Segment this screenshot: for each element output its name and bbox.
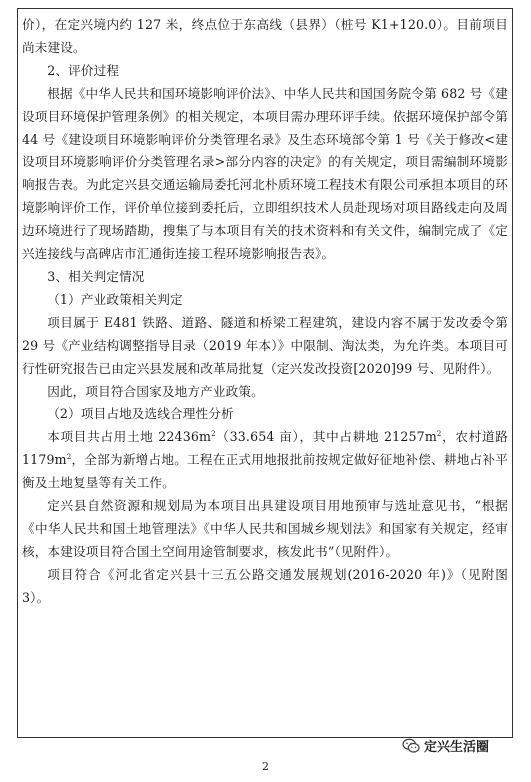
watermark-text: 定兴生活圈 — [424, 740, 490, 755]
superscript: 2 — [66, 453, 72, 462]
paragraph: 定兴县自然资源和规划局为本项目出具建设项目用地预审与选址意见书，“根据《中华人民共和国土地管理法》《中华人民共和国城乡规划法》和国家有关规定，经审核，本建设项目符合国土空间用途管制要求，核发此书”（见附件）。 — [22, 498, 508, 559]
text-run: ，农村道路 1179m — [22, 429, 508, 468]
paragraph: 根据《中华人民共和国环境影响评价法》、中华人民共和国国务院令第 682 号《建设项目环境保护管理条例》的相关规定，本项目需办理环评手续。依据环境保护部令第 44 号《建设项目环境影响评价分类管理名录》及生态环境部令第 1 号《关于修改<建设项目环境影响评价分类管理名录>部分内容的决定》的有关规定，项目需编制环境影响报告表。为此定兴县交通运输局委托河北朴质环境工程技术有限公司承担本项目的环境影响评价工作，评价单位接到委托后，立即组织技术人员赴现场对项目路线走向及周边环境进行了现场踏勘，搜集了与本项目有关的技术资料和有关文件，编制完成了《定兴连接线与高碑店市汇通街连接工程环境影响报告表》。 — [22, 85, 508, 262]
paragraph: 项目属于 E481 铁路、道路、隧道和桥梁工程建筑，建设内容不属于发改委令第 29 号《产业结构调整指导目录（2019 年本）》中限制、淘汰类，为允许类。本项目可行性研究报告已由定兴县发展和改革局批复（定兴发改投资[2020]99 号、见附件）。 — [22, 314, 508, 376]
document-body — [22, 14, 508, 610]
superscript: 2 — [436, 430, 442, 439]
text-run: ，全部为新增占地。工程在正式用地报批前按规定做好征地补偿、耕地占补平衡及土地复垦等有关工作。 — [22, 452, 508, 491]
section-heading: （2）项目占地及选线合理性分析 — [47, 406, 234, 422]
paragraph: 项目符合《河北省定兴县十三五公路交通发展规划(2016-2020 年)》（见附图 3）。 — [22, 566, 508, 605]
text-run: 本项目共占用土地 22436m — [47, 429, 212, 445]
paragraph — [22, 426, 508, 495]
paragraph: 因此，项目符合国家及地方产业政策。 — [47, 383, 264, 399]
section-heading: 3、相关判定情况 — [47, 268, 145, 284]
section-heading: （1）产业政策相关判定 — [47, 291, 183, 307]
paragraph: 价），在定兴境内约 127 米，终点位于东高线（县界）（桩号 K1+120.0）。目前项目尚未建设。 — [22, 17, 508, 55]
wechat-icon — [402, 738, 420, 754]
section-heading: 2、评价过程 — [47, 62, 120, 78]
text-run: （33.654 亩），其中占耕地 21257m — [215, 429, 437, 445]
watermark — [402, 736, 489, 755]
page-number: 2 — [262, 760, 269, 773]
superscript: 2 — [211, 430, 216, 439]
